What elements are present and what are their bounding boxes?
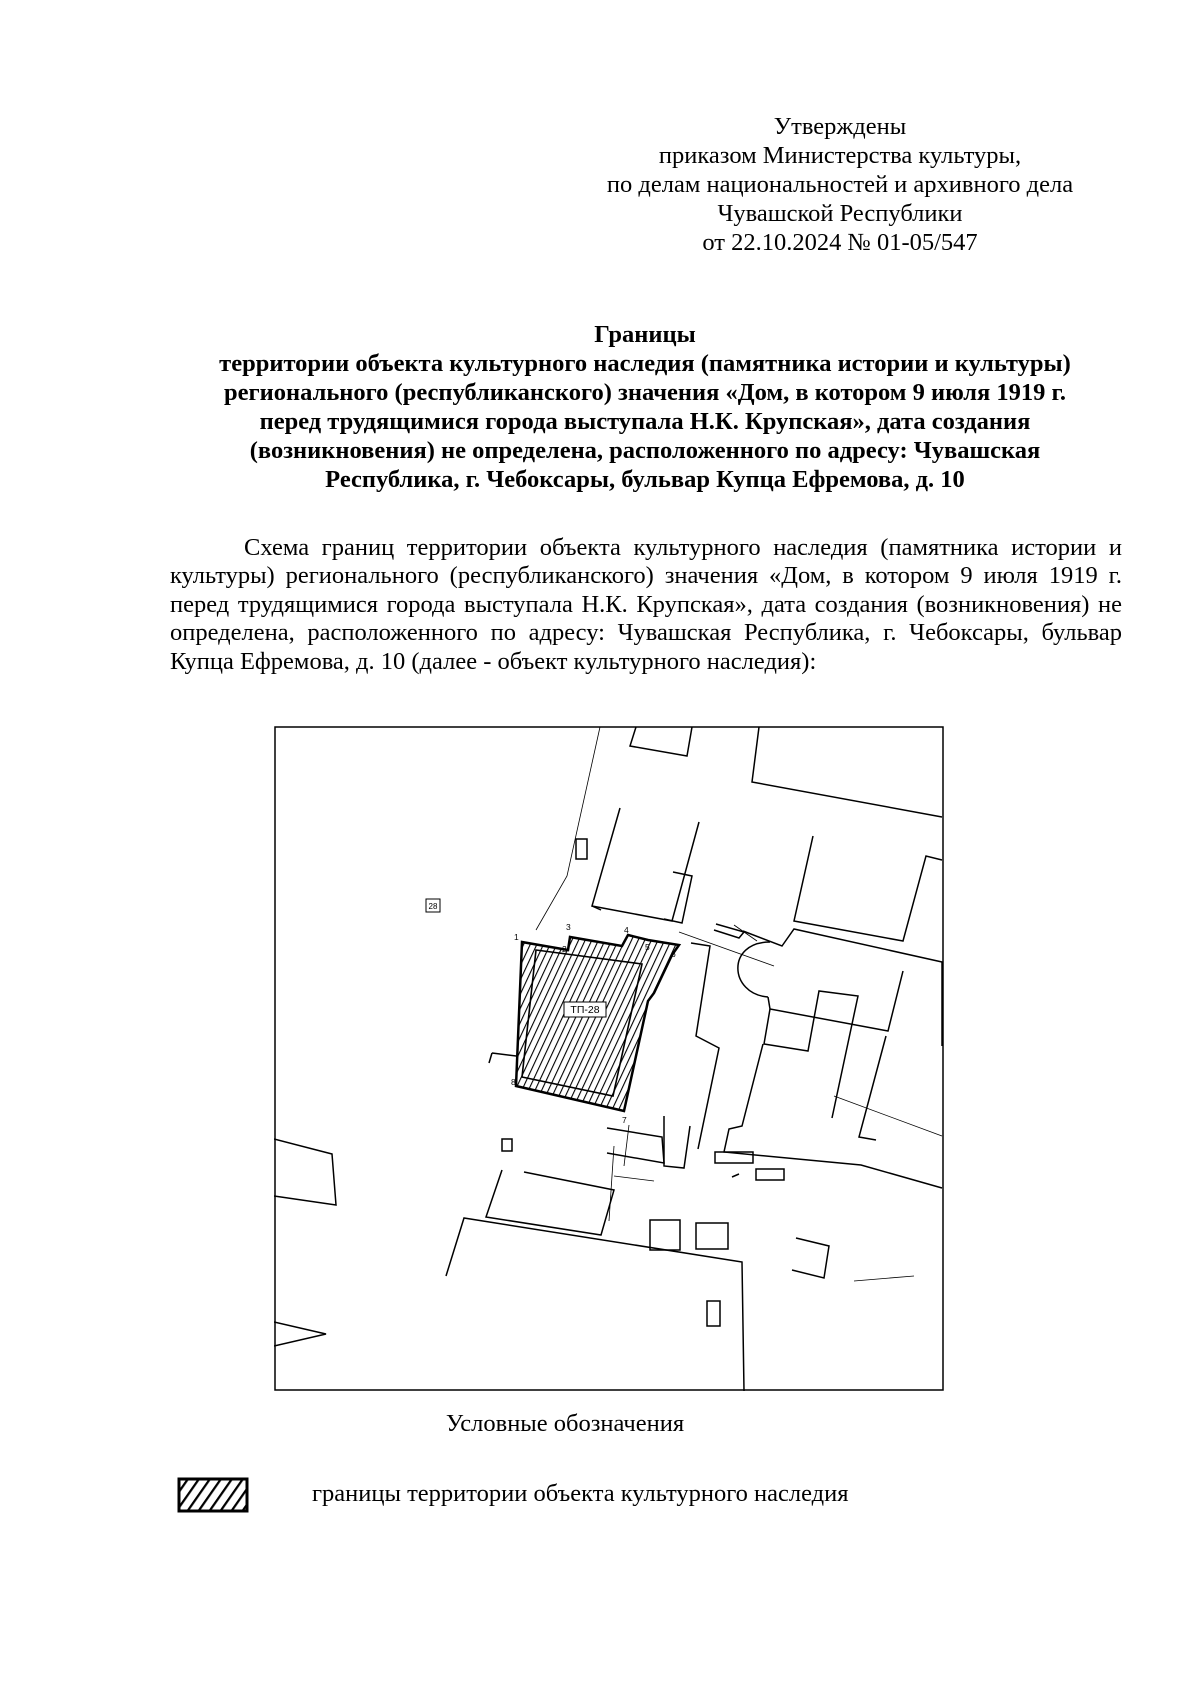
approval-line: Утверждены xyxy=(773,113,907,140)
boundary-map xyxy=(274,726,944,1391)
parcel-label-text: 28 xyxy=(428,902,438,911)
legend-item-label: границы территории объекта культурного наследия xyxy=(312,1480,849,1507)
description-paragraph: Схема границ территории объекта культурного наследия (памятника истории и культуры) регионального (республиканского) значения «Дом, в котором 9 июля 1919 г. перед трудящимися города выступала Н.К. Крупская», дата создания (возникновения) не определена, расположенного по адресу: Чувашская Республика, г. Чебоксары, бульвар Купца Ефремова, д. 10 (далее - объект культурного наследия): xyxy=(170,534,1122,675)
approval-line: Чувашской Республики xyxy=(717,200,963,227)
approval-line: приказом Министерства культуры, xyxy=(658,142,1022,169)
approval-line: по делам национальностей и архивного дела xyxy=(606,171,1074,198)
point-label-1: 1 xyxy=(514,932,519,942)
title-line: перед трудящимися города выступала Н.К. Крупская», дата создания xyxy=(259,408,1031,435)
point-label-3: 3 xyxy=(566,922,571,932)
title-line: Республика, г. Чебоксары, бульвар Купца Ефремова, д. 10 xyxy=(325,466,965,493)
legend-title: Условные обозначения xyxy=(445,1410,685,1437)
building-label-text: ТП-28 xyxy=(570,1004,600,1016)
point-label-8: 8 xyxy=(511,1077,516,1087)
point-label-6: 6 xyxy=(671,949,676,959)
point-label-2: 2 xyxy=(562,944,567,954)
title-line: Границы xyxy=(594,321,696,348)
parcel-label-28 xyxy=(426,899,440,912)
document-title xyxy=(170,320,1120,494)
point-label-4: 4 xyxy=(624,925,629,935)
approval-block xyxy=(560,112,1120,257)
title-line: регионального (республиканского) значения «Дом, в котором 9 июля 1919 г. xyxy=(224,379,1066,406)
title-line: (возникновения) не определена, расположенного по адресу: Чувашская xyxy=(249,437,1041,464)
legend-hatch-swatch xyxy=(177,1477,249,1513)
building-label-tp28 xyxy=(564,1002,606,1017)
point-label-7: 7 xyxy=(622,1115,627,1125)
title-line: территории объекта культурного наследия (памятника истории и культуры) xyxy=(219,350,1071,377)
point-label-5: 5 xyxy=(645,942,650,952)
approval-date-line: от 22.10.2024 № 01-05/547 xyxy=(702,229,978,256)
